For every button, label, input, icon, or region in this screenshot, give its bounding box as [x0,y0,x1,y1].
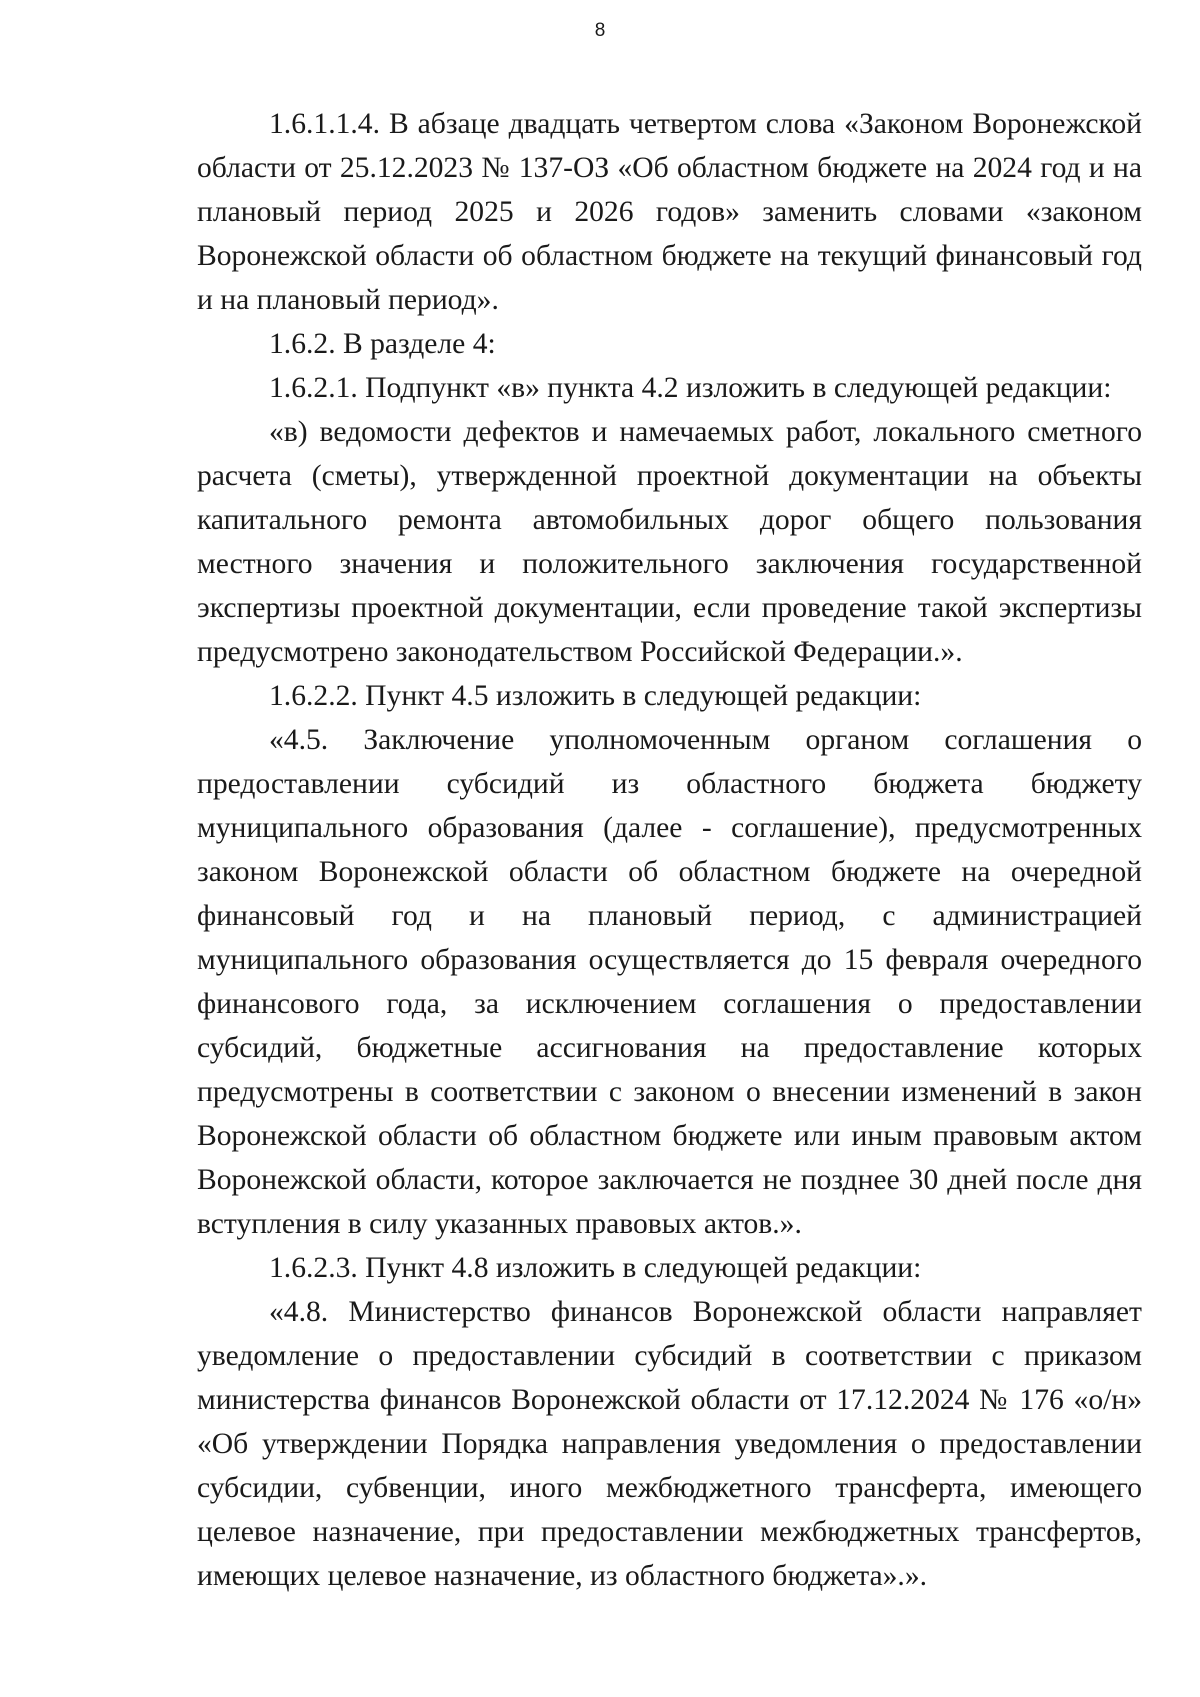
paragraph-1-6-2-3: 1.6.2.3. Пункт 4.8 изложить в следующей редакции: [269,1252,922,1284]
quoted-point-4-5: «4.5. Заключение уполномоченным органом соглашения о предоставлении субсидий из областного бюджета бюджету муниципального образования (далее - соглашение), предусмотренных законом Воронежской области об областном бюджете на очередной финансовый год и на плановый период, с администрацией муниципального образования осуществляется до 15 февраля очередного финансового года, за исключением соглашения о предоставлении субсидий, бюджетные ассигнования на предоставление которых предусмотрены в соответствии с законом о внесении изменений в закон Воронежской области об областном бюджете или иным правовым актом Воронежской области, которое заключается не позднее 30 дней после дня вступления в силу указанных правовых актов.». [197,724,1142,1240]
paragraph-1-6-2-2: 1.6.2.2. Пункт 4.5 изложить в следующей редакции: [269,680,922,712]
paragraph-1-6-1-1-4: 1.6.1.1.4. В абзаце двадцать четвертом слова «Законом Воронежской области от 25.12.2023 № 137-ОЗ «Об областном бюджете на 2024 год и на плановый период 2025 и 2026 годов» заменить словами «законом Воронежской области об областном бюджете на текущий финансовый год и на плановый период». [197,108,1142,316]
quoted-subpoint-v: «в) ведомости дефектов и намечаемых работ, локального сметного расчета (сметы), утвержденной проектной документации на объекты капитального ремонта автомобильных дорог общего пользования местного значения и положительного заключения государственной экспертизы проектной документации, если проведение такой экспертизы предусмотрено законодательством Российской Федерации.». [197,416,1142,668]
quoted-point-4-8: «4.8. Министерство финансов Воронежской области направляет уведомление о предоставлении субсидий в соответствии с приказом министерства финансов Воронежской области от 17.12.2024 № 176 «о/н» «Об утверждении Порядка направления уведомления о предоставлении субсидии, субвенции, иного межбюджетного трансферта, имеющего целевое назначение, при предоставлении межбюджетных трансфертов, имеющих целевое назначение, из областного бюджета».». [197,1296,1142,1592]
document-body [197,102,1142,1598]
paragraph-1-6-2: 1.6.2. В разделе 4: [269,328,496,360]
page-number: 8 [594,20,606,41]
paragraph-1-6-2-1: 1.6.2.1. Подпункт «в» пункта 4.2 изложить в следующей редакции: [269,372,1112,404]
